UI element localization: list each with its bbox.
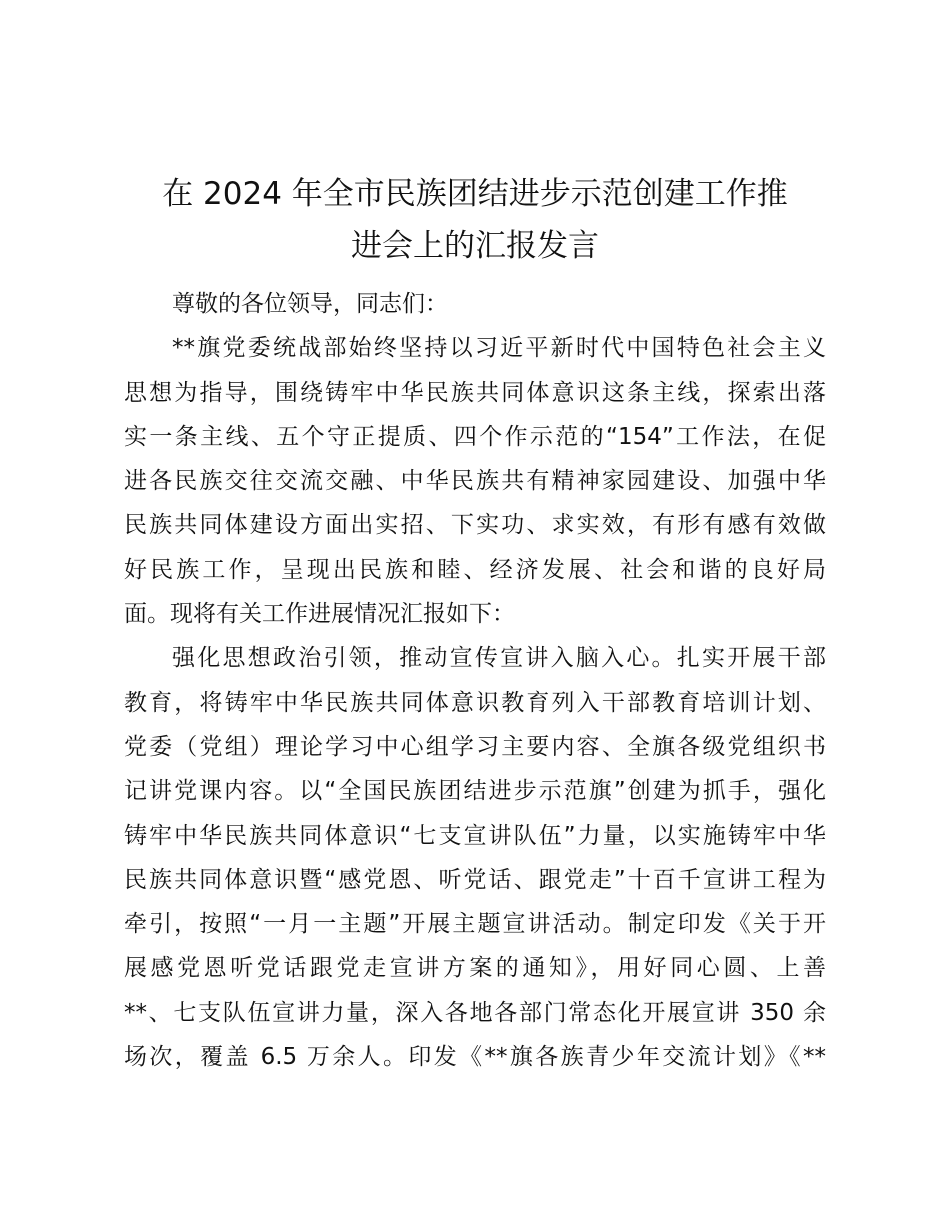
- text-line: 面。现将有关工作进展情况汇报如下：: [124, 601, 515, 628]
- salutation: 尊敬的各位领导，同志们：: [172, 291, 448, 317]
- text-line: 场次，覆盖 6.5 万余人。印发《**旗各族青少年交流计划》《**: [124, 1044, 826, 1071]
- text-line: 民族共同体建设方面出实招、下实功、求实效，有形有感有效做: [124, 512, 826, 539]
- text-line: 思想为指导，围绕铸牢中华民族共同体意识这条主线，探索出落: [124, 379, 826, 406]
- text-line: 牵引，按照“一月一主题”开展主题宣讲活动。制定印发《关于开: [124, 911, 826, 938]
- document-title: [120, 168, 830, 272]
- text-line: 展感党恩听党话跟党走宣讲方案的通知》，用好同心圆、上善: [124, 955, 826, 982]
- text-line: 好民族工作，呈现出民族和睦、经济发展、社会和谐的良好局: [124, 556, 826, 583]
- title-line-2: 进会上的汇报发言: [351, 228, 599, 264]
- text-line: 教育，将铸牢中华民族共同体意识教育列入干部教育培训计划、: [124, 689, 826, 716]
- text-line: 强化思想政治引领，推动宣传宣讲入脑入心。扎实开展干部: [172, 645, 826, 672]
- text-line: 记讲党课内容。以“全国民族团结进步示范旗”创建为抓手，强化: [124, 778, 826, 805]
- text-line: 民族共同体意识暨“感党恩、听党话、跟党走”十百千宣讲工程为: [124, 866, 826, 893]
- text-line: 铸牢中华民族共同体意识“七支宣讲队伍”力量，以实施铸牢中华: [124, 822, 826, 849]
- text-line: 实一条主线、五个守正提质、四个作示范的“154”工作法，在促: [124, 423, 826, 450]
- text-line: 党委（党组）理论学习中心组学习主要内容、全旗各级党组织书: [124, 733, 826, 760]
- title-line-1: 在 2024 年全市民族团结进步示范创建工作推: [162, 176, 788, 212]
- document-body: [124, 282, 826, 1079]
- text-line: **、七支队伍宣讲力量，深入各地各部门常态化开展宣讲 350 余: [124, 999, 826, 1026]
- text-line: 进各民族交往交流交融、中华民族共有精神家园建设、加强中华: [124, 468, 826, 495]
- text-line: **旗党委统战部始终坚持以习近平新时代中国特色社会主义: [172, 335, 826, 362]
